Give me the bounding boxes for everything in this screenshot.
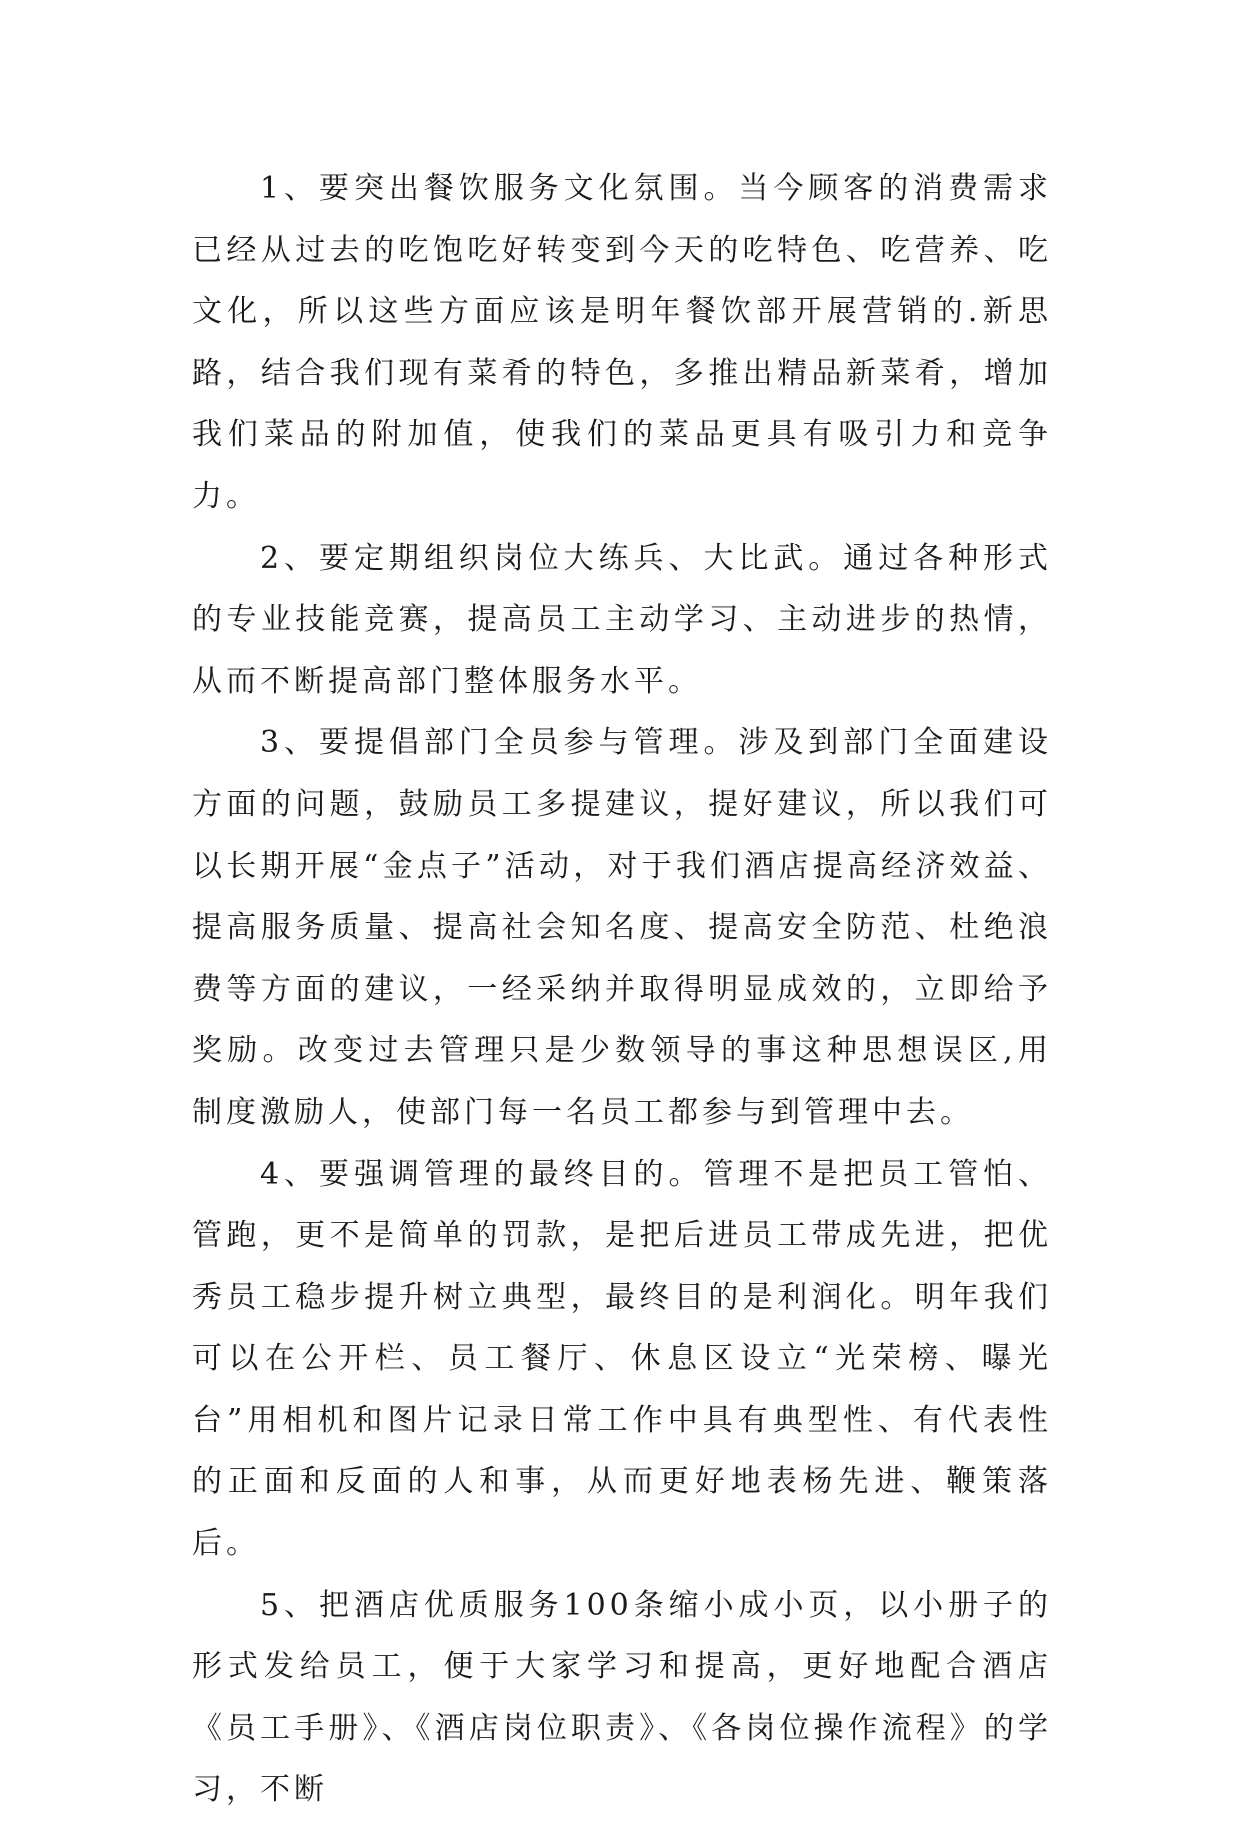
paragraph-5: 5、把酒店优质服务100条缩小成小页，以小册子的形式发给员工，便于大家学习和提高，更好地配合酒店《员工手册》、《酒店岗位职责》、《各岗位操作流程》的学习，不断 bbox=[192, 1587, 1052, 1808]
paragraph-3: 3、要提倡部门全员参与管理。涉及到部门全面建设方面的问题，鼓励员工多提建议，提好建议，所以我们可以长期开展“金点子”活动，对于我们酒店提高经济效益、提高服务质量、提高社会知名度、提高安全防范、杜绝浪费等方面的建议，一经采纳并取得明显成效的，立即给予奖励。改变过去管理只是少数领导的事这种思想误区,用制度激励人，使部门每一名员工都参与到管理中去。 bbox=[192, 725, 1052, 1130]
document-body bbox=[192, 158, 1052, 1821]
paragraph-2: 2、要定期组织岗位大练兵、大比武。通过各种形式的专业技能竞赛，提高员工主动学习、主动进步的热情，从而不断提高部门整体服务水平。 bbox=[192, 540, 1052, 699]
paragraph-1: 1、要突出餐饮服务文化氛围。当今顾客的消费需求已经从过去的吃饱吃好转变到今天的吃特色、吃营养、吃文化，所以这些方面应该是明年餐饮部开展营销的.新思路，结合我们现有菜肴的特色，多推出精品新菜肴，增加我们菜品的附加值，使我们的菜品更具有吸引力和竞争力。 bbox=[192, 171, 1052, 514]
paragraph-4: 4、要强调管理的最终目的。管理不是把员工管怕、管跑，更不是简单的罚款，是把后进员工带成先进，把优秀员工稳步提升树立典型，最终目的是利润化。明年我们可以在公开栏、员工餐厅、休息区设立“光荣榜、曝光台”用相机和图片记录日常工作中具有典型性、有代表性的正面和反面的人和事，从而更好地表杨先进、鞭策落后。 bbox=[192, 1156, 1052, 1562]
